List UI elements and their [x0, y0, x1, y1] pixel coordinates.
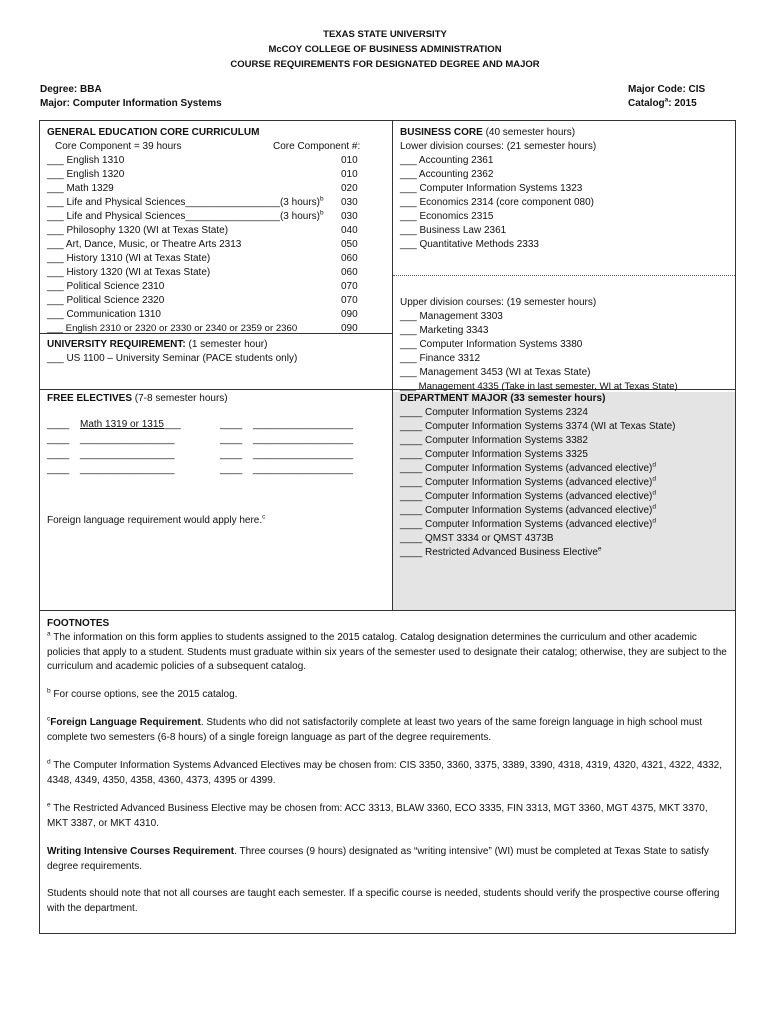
- grid-divider-business-core: [393, 275, 735, 276]
- gened-item[interactable]: ___ English 1310: [47, 155, 125, 166]
- gened-code: 070: [341, 295, 358, 306]
- free-elective-blank[interactable]: ____: [220, 464, 243, 475]
- free-elective-blank[interactable]: ____: [47, 449, 70, 460]
- gened-item[interactable]: ___ Math 1329: [47, 183, 114, 194]
- university-requirement-title: UNIVERSITY REQUIREMENT: (1 semester hour): [47, 339, 268, 350]
- dept-major-item[interactable]: ____ Computer Information Systems 2324: [400, 407, 588, 418]
- lower-division-item[interactable]: ___ Accounting 2361: [400, 155, 494, 166]
- upper-division-item[interactable]: ___ Management 4335 (Take in last semester, WI at Texas State): [400, 381, 678, 392]
- footnotes-title: FOOTNOTES: [47, 618, 110, 629]
- footnote-a: $^a$ The information on this form applies to students assigned to the 2015 catalog. Catalog designation determines the curriculum and other academic policies that apply to a student. Students must graduate within six years of the semester used to designate their catalog; otherwise, they are subject to the curriculum and academic policies of a subsequent catalog.: [47, 630, 727, 672]
- gened-core-hours: Core Component = 39 hours: [55, 141, 182, 152]
- upper-division-item[interactable]: ___ Computer Information Systems 3380: [400, 339, 583, 350]
- gened-code: 030: [341, 197, 358, 208]
- upper-division-item[interactable]: ___ Management 3453 (WI at Texas State): [400, 367, 591, 378]
- free-elective-course[interactable]: Math 1319 or 1315___: [80, 419, 181, 430]
- degree-label: Degree: BBA: [40, 84, 102, 95]
- dept-major-item[interactable]: ____ Computer Information Systems (advanced elective)$^d$: [400, 503, 656, 516]
- footnote-d: $^d$ The Computer Information Systems Advanced Electives may be chosen from: CIS 3350, 3360, 3375, 3389, 3390, 4318, 4319, 4320, 4321, 4322, 4332, 4348, 4349, 4350, 4358, 4360, 4373, 4395 or 4399.: [47, 758, 722, 786]
- gened-code: 090: [341, 309, 358, 320]
- gened-item[interactable]: ___ History 1310 (WI at Texas State): [47, 253, 211, 264]
- dept-major-item[interactable]: ____ Computer Information Systems 3325: [400, 449, 588, 460]
- university-requirement-item[interactable]: ___ US 1100 – University Seminar (PACE students only): [47, 353, 298, 364]
- dept-major-item[interactable]: ____ Computer Information Systems (advanced elective)$^d$: [400, 475, 656, 488]
- dept-major-item[interactable]: ____ Computer Information Systems (advanced elective)$^d$: [400, 517, 656, 530]
- footnote-final: Students should note that not all courses are taught each semester. If a specific course is needed, students should verify the prospective course offering with the department.: [47, 888, 720, 914]
- free-elective-blank[interactable]: ____: [47, 464, 70, 475]
- header-title: COURSE REQUIREMENTS FOR DESIGNATED DEGREE AND MAJOR: [230, 59, 540, 70]
- lower-division-item[interactable]: ___ Accounting 2362: [400, 169, 494, 180]
- gened-code: 060: [341, 267, 358, 278]
- footnote-writing-intensive: Writing Intensive Courses Requirement. Three courses (9 hours) designated as “writing intensive” (WI) must be completed at Texas State to satisfy degree requirements.: [47, 846, 709, 872]
- free-elective-blank[interactable]: _________________: [80, 434, 175, 445]
- dept-major-item[interactable]: ____ Computer Information Systems 3374 (WI at Texas State): [400, 421, 676, 432]
- major-label: Major: Computer Information Systems: [40, 98, 222, 109]
- major-code-label: Major Code: CIS: [628, 84, 706, 95]
- free-elective-blank[interactable]: ____: [220, 419, 243, 430]
- gened-code: 020: [341, 183, 358, 194]
- gened-code: 010: [341, 155, 358, 166]
- catalog-label: Catalog$^a$: 2015: [628, 96, 697, 109]
- gened-item[interactable]: ___ Life and Physical Sciences_________________(3 hours)$^b$: [47, 195, 324, 208]
- lower-division-item[interactable]: ___ Economics 2315: [400, 211, 494, 222]
- free-elective-blank[interactable]: ____: [47, 419, 70, 430]
- footnote-e: $^e$ The Restricted Advanced Business Elective may be chosen from: ACC 3313, BLAW 3360, ECO 3335, FIN 3313, MGT 3360, MGT 4375, MKT 3370, MKT 3387, or MKT 4310.: [47, 801, 708, 829]
- dept-major-title: DEPARTMENT MAJOR (33 semester hours): [400, 393, 606, 404]
- upper-division-item[interactable]: ___ Finance 3312: [400, 353, 481, 364]
- gened-item[interactable]: ___ Art, Dance, Music, or Theatre Arts 2313: [47, 239, 242, 250]
- gened-title: GENERAL EDUCATION CORE CURRICULUM: [47, 127, 260, 138]
- gened-item[interactable]: ___ Life and Physical Sciences_________________(3 hours)$^b$: [47, 209, 324, 222]
- grid-divider-vertical: [392, 120, 393, 611]
- free-elective-blank[interactable]: __________________: [253, 434, 354, 445]
- lower-division-item[interactable]: ___ Business Law 2361: [400, 225, 507, 236]
- gened-item[interactable]: ___ Philosophy 1320 (WI at Texas State): [47, 225, 229, 236]
- free-elective-blank[interactable]: __________________: [253, 419, 354, 430]
- gened-item[interactable]: ___ History 1320 (WI at Texas State): [47, 267, 211, 278]
- gened-item[interactable]: ___ Political Science 2320: [47, 295, 165, 306]
- free-elective-blank[interactable]: _________________: [80, 464, 175, 475]
- gened-code: 090: [341, 323, 358, 334]
- footnote-c: $^c$Foreign Language Requirement. Students who did not satisfactorily complete at least two years of the same foreign language in high school must complete two semesters (6-8 hours) of a single foreign language as part of the degree requirements.: [47, 715, 703, 743]
- dept-major-item[interactable]: ____ QMST 3334 or QMST 4373B: [400, 533, 554, 544]
- upper-division-title: Upper division courses: (19 semester hours): [400, 297, 597, 308]
- upper-division-item[interactable]: ___ Management 3303: [400, 311, 503, 322]
- business-core-title: BUSINESS CORE (40 semester hours): [400, 127, 576, 138]
- gened-item[interactable]: ___ Political Science 2310: [47, 281, 165, 292]
- header-university: TEXAS STATE UNIVERSITY: [323, 29, 447, 40]
- lower-division-title: Lower division courses: (21 semester hours): [400, 141, 597, 152]
- gened-item[interactable]: ___ Communication 1310: [47, 309, 161, 320]
- lower-division-item[interactable]: ___ Computer Information Systems 1323: [400, 183, 583, 194]
- gened-code: 050: [341, 239, 358, 250]
- upper-division-item[interactable]: ___ Marketing 3343: [400, 325, 489, 336]
- free-electives-title: FREE ELECTIVES (7-8 semester hours): [47, 393, 228, 404]
- lower-division-item[interactable]: ___ Economics 2314 (core component 080): [400, 197, 595, 208]
- gened-item[interactable]: ___ English 1320: [47, 169, 125, 180]
- free-elective-blank[interactable]: __________________: [253, 449, 354, 460]
- dept-major-item[interactable]: ____ Computer Information Systems (advanced elective)$^d$: [400, 461, 656, 474]
- gened-code: 070: [341, 281, 358, 292]
- lower-division-item[interactable]: ___ Quantitative Methods 2333: [400, 239, 539, 250]
- gened-code: 010: [341, 169, 358, 180]
- gened-code: 040: [341, 225, 358, 236]
- free-elective-blank[interactable]: ____: [220, 434, 243, 445]
- dept-major-item[interactable]: ____ Computer Information Systems (advanced elective)$^d$: [400, 489, 656, 502]
- dept-major-item[interactable]: ____ Restricted Advanced Business Elective$^e$: [400, 545, 602, 558]
- free-elective-blank[interactable]: ____: [220, 449, 243, 460]
- footnote-b: $^b$ For course options, see the 2015 catalog.: [47, 687, 238, 700]
- free-elective-blank[interactable]: ____: [47, 434, 70, 445]
- foreign-language-note: Foreign language requirement would apply here.$^c$: [47, 513, 266, 526]
- header-college: McCOY COLLEGE OF BUSINESS ADMINISTRATION: [268, 44, 502, 55]
- gened-item[interactable]: ___ English 2310 or 2320 or 2330 or 2340 or 2359 or 2360: [47, 323, 298, 334]
- gened-core-number-header: Core Component #:: [273, 141, 361, 152]
- dept-major-item[interactable]: ____ Computer Information Systems 3382: [400, 435, 588, 446]
- gened-code: 030: [341, 211, 358, 222]
- free-elective-blank[interactable]: _________________: [80, 449, 175, 460]
- gened-code: 060: [341, 253, 358, 264]
- free-elective-blank[interactable]: __________________: [253, 464, 354, 475]
